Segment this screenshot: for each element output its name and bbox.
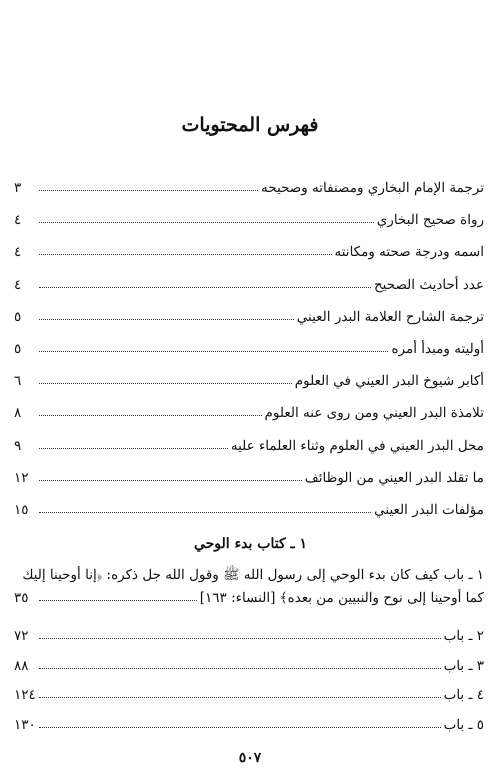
leader-dots bbox=[39, 448, 228, 449]
chapter-entry-row bbox=[14, 652, 484, 674]
leader-dots bbox=[39, 600, 197, 601]
leader-dots bbox=[39, 222, 374, 223]
leader-dots bbox=[39, 287, 371, 288]
chapter-entry-text: ٥ ـ باب bbox=[443, 716, 484, 733]
toc-entry-text: اسمه ودرجة صحته ومكانته bbox=[334, 244, 484, 261]
leader-dots bbox=[39, 727, 441, 728]
toc-entry-row bbox=[14, 496, 484, 518]
toc-entry-row bbox=[14, 206, 484, 228]
toc-entry-row bbox=[14, 464, 484, 486]
chapter-entry-page: ٧٢ bbox=[14, 628, 29, 644]
toc-entry-row bbox=[14, 238, 484, 260]
toc-entry-row bbox=[14, 399, 484, 421]
chapter1-line2-row bbox=[14, 584, 484, 606]
toc-entry-page: ١٥ bbox=[14, 502, 29, 518]
chapter-entry-row bbox=[14, 681, 484, 703]
toc-entry-text: محل البدر العيني في العلوم وثناء العلماء عليه bbox=[230, 437, 484, 454]
toc-entry-text: أوليته ومبدأ أمره bbox=[391, 341, 484, 357]
leader-dots bbox=[39, 668, 441, 669]
chapter-entry-text: ٤ ـ باب bbox=[443, 687, 484, 704]
leader-dots bbox=[39, 319, 294, 320]
toc-entry-text: رواة صحيح البخاري bbox=[376, 212, 484, 229]
toc-entry-page: ٤ bbox=[14, 244, 22, 261]
toc-entry-text: مؤلفات البدر العيني bbox=[374, 502, 484, 518]
chapter-entry-page: ١٣٠ bbox=[14, 716, 36, 733]
toc-entry-page: ٤ bbox=[14, 212, 22, 229]
toc-entry-row bbox=[14, 271, 484, 293]
toc-entry-text: تلامذة البدر العيني ومن روى عنه العلوم bbox=[264, 405, 484, 422]
page-title: فهرس المحتويات bbox=[181, 114, 319, 136]
chapter-entry-text: ٣ ـ باب bbox=[443, 657, 484, 674]
toc-entry-row bbox=[14, 303, 484, 325]
leader-dots bbox=[39, 351, 388, 352]
toc-entry-text: ما تقلد البدر العيني من الوظائف bbox=[304, 469, 484, 486]
chapter-entry-page: ٨٨ bbox=[14, 657, 29, 674]
toc-entry-page: ٩ bbox=[14, 437, 22, 454]
chapter-entry-text: ٢ ـ باب bbox=[443, 628, 484, 644]
chapter-entry-row bbox=[14, 711, 484, 733]
section-heading bbox=[0, 536, 485, 552]
chapter-entry-page: ١٢٤ bbox=[14, 687, 36, 704]
toc-entry-page: ١٢ bbox=[14, 469, 29, 486]
toc-entry-page: ٨ bbox=[14, 405, 22, 422]
leader-dots bbox=[39, 190, 258, 191]
toc-entry-row bbox=[14, 174, 484, 196]
chapter1-line2: كما أوحينا إلى نوح والنبيين من بعده﴾ [النساء: ١٦٣] bbox=[199, 590, 484, 606]
toc-entry-page: ٥ bbox=[14, 341, 22, 357]
toc-entry-text: ترجمة الشارح العلامة البدر العيني bbox=[296, 308, 484, 325]
chapter1-page: ٣٥ bbox=[14, 590, 29, 606]
leader-dots bbox=[39, 697, 441, 698]
toc-entry-row bbox=[14, 335, 484, 357]
toc-entry-page: ٤ bbox=[14, 276, 22, 293]
section-title: ١ ـ كتاب بدء الوحي bbox=[193, 536, 307, 552]
chapter-entry-row bbox=[14, 622, 484, 644]
toc-entry-page: ٣ bbox=[14, 180, 22, 196]
toc-entry-row bbox=[14, 432, 484, 454]
leader-dots bbox=[39, 638, 441, 639]
toc-entry-text: ترجمة الإمام البخاري ومصنفاته وصحيحه bbox=[261, 180, 484, 196]
toc-entry-text: عدد أحاديث الصحيح bbox=[373, 276, 484, 293]
page-number: ٥٠٧ bbox=[238, 750, 262, 766]
toc-entry-page: ٦ bbox=[14, 373, 22, 390]
leader-dots bbox=[39, 383, 292, 384]
toc-entry-text: أكابر شيوخ البدر العيني في العلوم bbox=[294, 373, 484, 390]
toc-entry-row bbox=[14, 367, 484, 389]
toc-entry-page: ٥ bbox=[14, 308, 22, 325]
chapter1-line1: ١ ـ باب كيف كان بدء الوحي إلى رسول الله ﷺ وقول الله جل ذكره: ﴿إنا أوحينا إليك bbox=[22, 567, 484, 583]
leader-dots bbox=[39, 415, 262, 416]
leader-dots bbox=[39, 512, 371, 513]
leader-dots bbox=[39, 254, 332, 255]
leader-dots bbox=[39, 480, 302, 481]
